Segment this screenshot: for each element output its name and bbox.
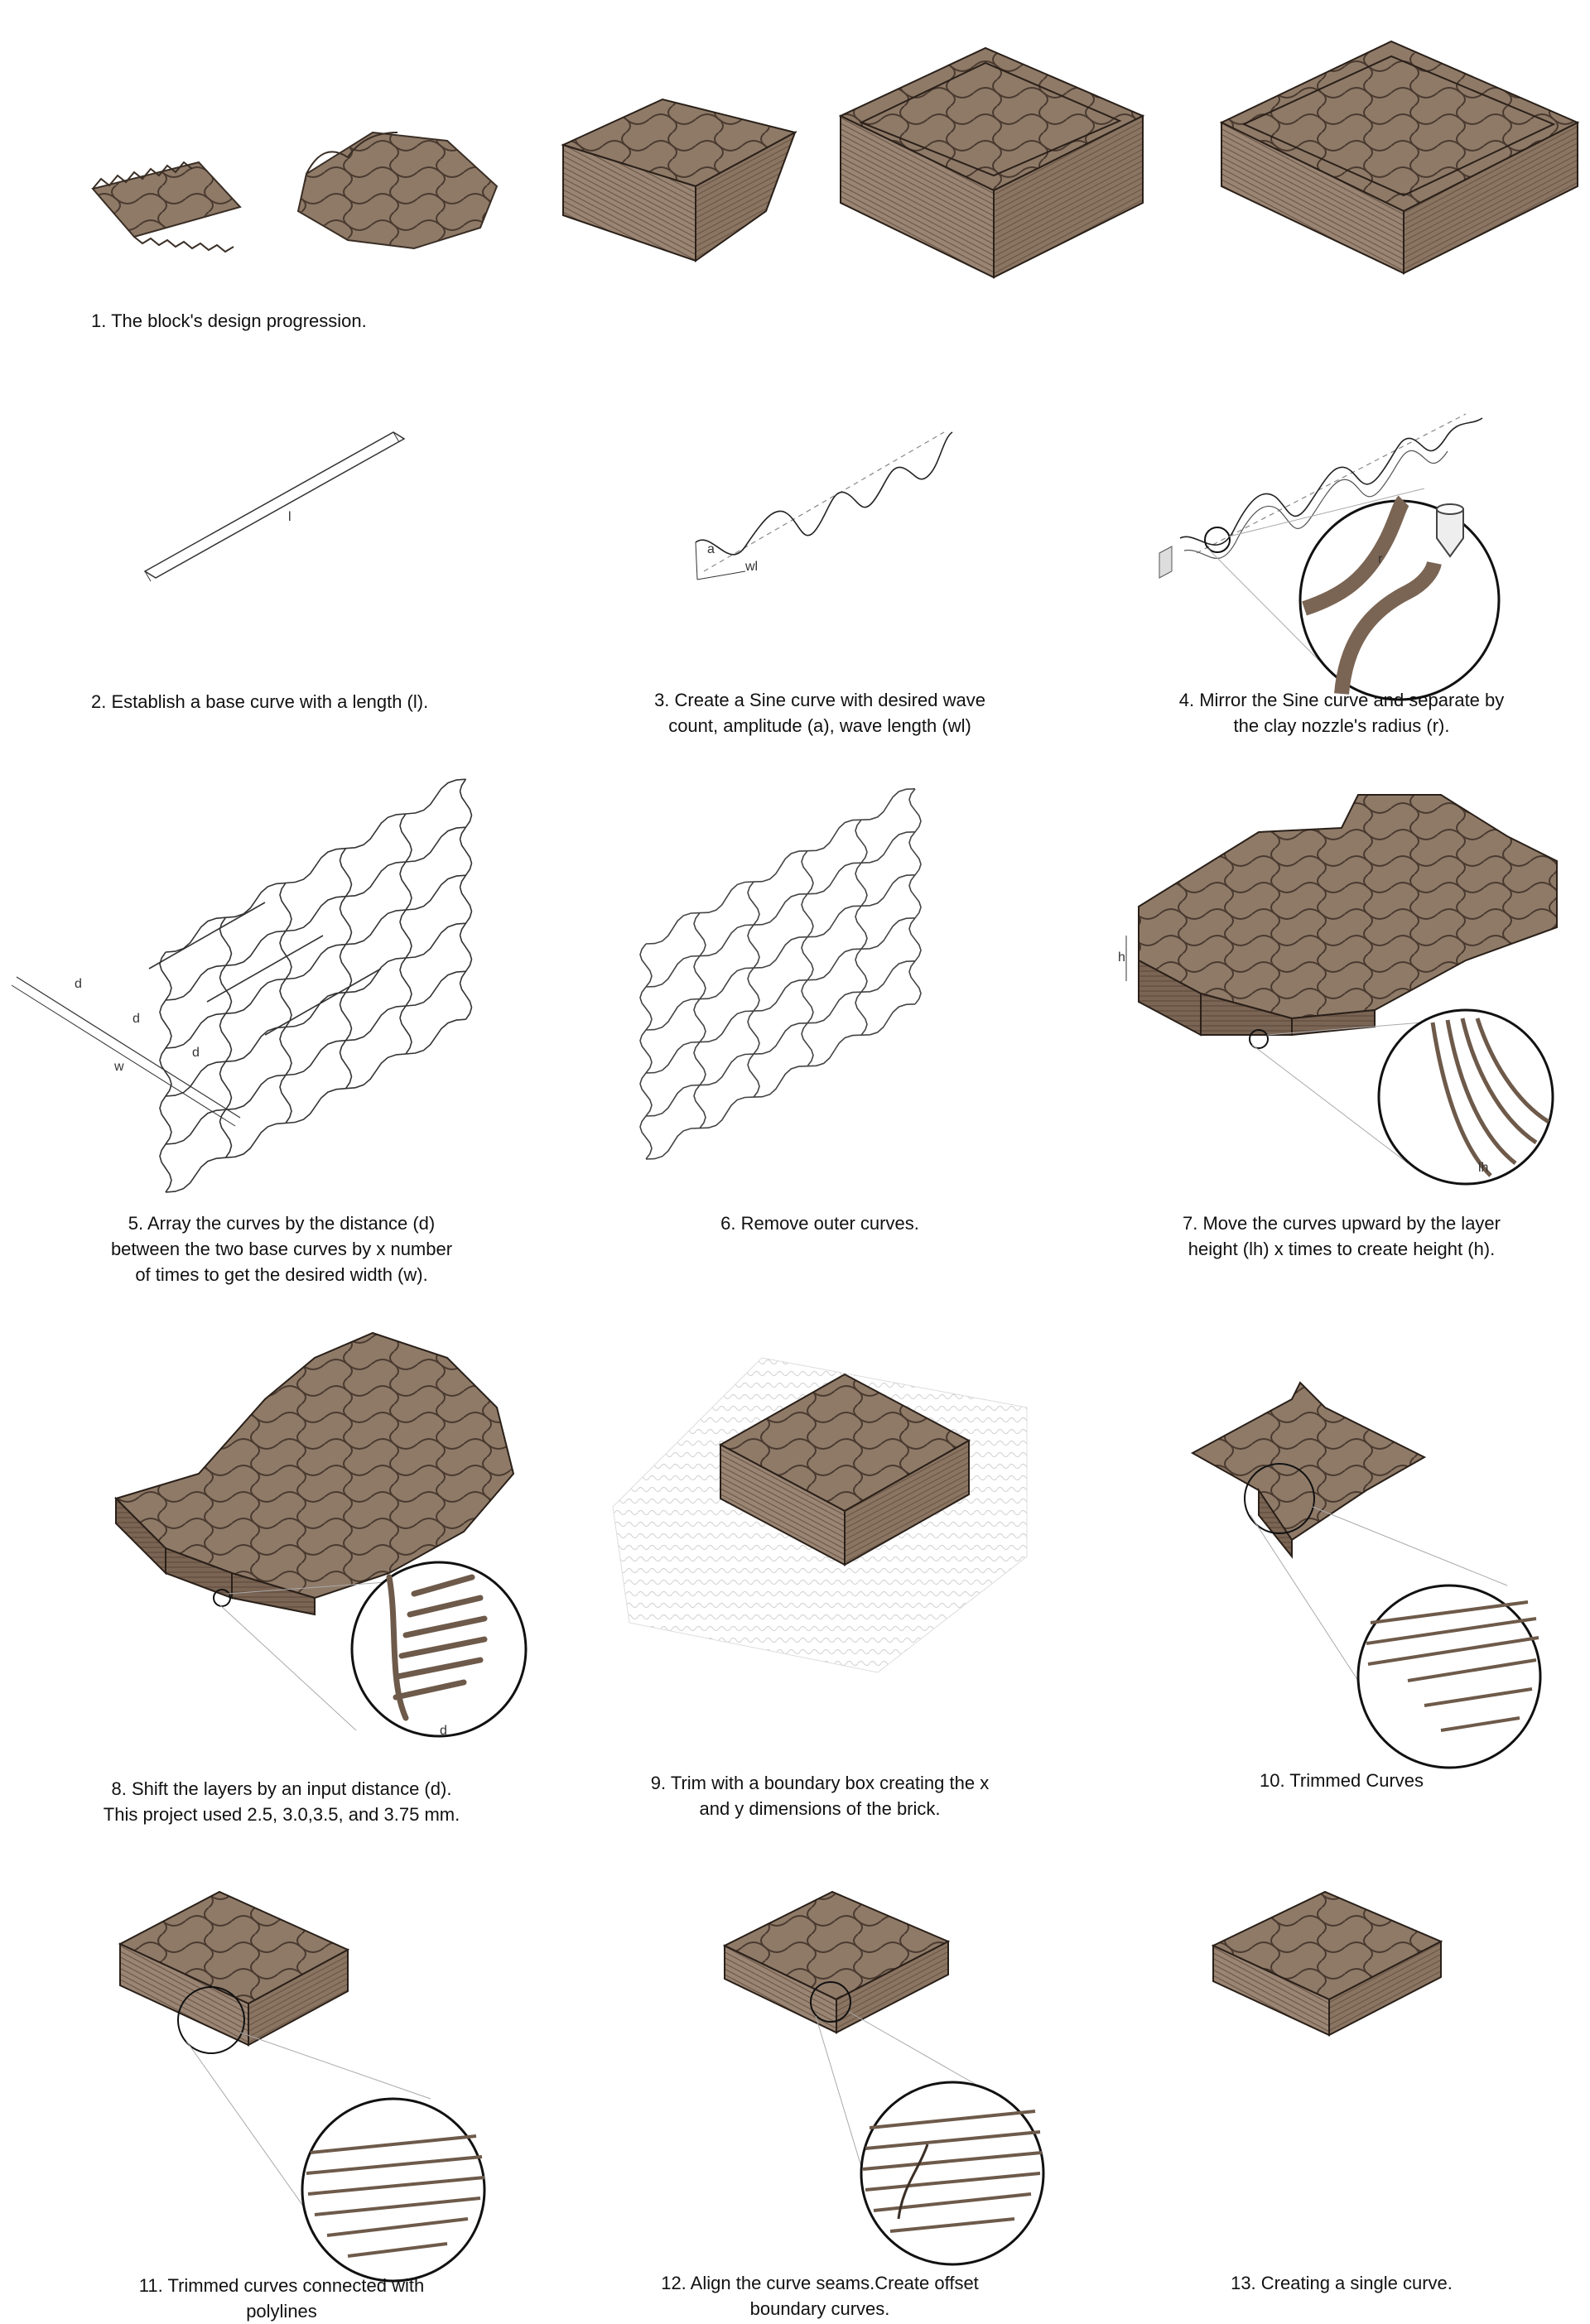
- boundary-box-trim: [613, 1358, 1027, 1672]
- distance-label-3: d: [192, 1046, 200, 1060]
- distance-label-2: d: [132, 1012, 140, 1026]
- length-label: l: [288, 510, 292, 524]
- sine-grid-array: [160, 779, 472, 1192]
- grid-curve-row: [646, 789, 915, 944]
- grid-curve-column: [748, 882, 759, 1097]
- grid-curve-row: [166, 1019, 466, 1192]
- progression-stage-1: [93, 162, 240, 252]
- progression-stage-2: [298, 132, 497, 248]
- caption-step-8: 8. Shift the layers by an input distance (d). This project used 2.5, 3.0,3.5, and 3.75 mm.: [103, 1778, 460, 1825]
- grid-curve-column: [855, 820, 867, 1035]
- grid-curve-row: [166, 971, 466, 1144]
- amplitude-label: a: [707, 542, 715, 556]
- sine-grid-trimmed: [640, 789, 921, 1159]
- grid-curve-column: [340, 849, 352, 1089]
- caption-step-1: 1. The block's design progression.: [91, 310, 367, 331]
- grid-curve-column: [802, 851, 813, 1066]
- distance-label-1: d: [75, 977, 82, 991]
- grid-curve-column: [694, 913, 706, 1128]
- array-curves-diagram: [12, 902, 381, 1126]
- caption-step-9: 9. Trim with a boundary box creating the x and y dimensions of the brick.: [650, 1773, 990, 1819]
- sine-curve-diagram: [696, 432, 952, 580]
- grid-curve-row: [646, 1004, 915, 1159]
- grid-curve-column: [640, 944, 652, 1159]
- extruded-curves-block: [1126, 795, 1557, 1184]
- shifted-layers-block: [116, 1333, 526, 1736]
- progression-stage-5: [1221, 41, 1578, 273]
- grid-curve-row: [646, 875, 915, 1030]
- trimmed-curves-block: [1192, 1383, 1540, 1768]
- progression-stage-4: [841, 48, 1143, 277]
- caption-step-6: 6. Remove outer curves.: [720, 1213, 919, 1234]
- aligned-seams-block: [725, 1892, 1043, 2264]
- radius-label: r: [1378, 552, 1383, 566]
- caption-step-12: 12. Align the curve seams.Create offset boundary curves.: [661, 2273, 979, 2319]
- height-label: h: [1118, 950, 1125, 965]
- grid-curve-row: [646, 832, 915, 987]
- layer-height-label: lh: [1478, 1161, 1489, 1175]
- progression-stage-3: [563, 99, 795, 261]
- grid-curve-column: [460, 779, 472, 1019]
- grid-curve-column: [909, 789, 921, 1004]
- single-curve-block: [1213, 1892, 1441, 2035]
- grid-curve-column: [400, 814, 412, 1054]
- caption-step-7: 7. Move the curves upward by the layer height (lh) x times to create height (h).: [1183, 1213, 1501, 1259]
- width-label: w: [114, 1060, 124, 1074]
- grid-curve-row: [166, 827, 466, 1000]
- grid-curve-row: [166, 779, 466, 952]
- caption-step-4: 4. Mirror the Sine curve and separate by the clay nozzle's radius (r).: [1178, 690, 1505, 736]
- caption-step-5: 5. Array the curves by the distance (d) between the two base curves by x number of times to get the desired width (w).: [110, 1213, 453, 1285]
- grid-curve-row: [166, 875, 466, 1048]
- grid-curve-row: [646, 961, 915, 1116]
- caption-step-2: 2. Establish a base curve with a length (l).: [91, 691, 429, 712]
- caption-step-11: 11. Trimmed curves connected with polylines: [138, 2275, 425, 2322]
- grid-curve-column: [220, 917, 232, 1157]
- grid-curve-column: [160, 952, 171, 1192]
- polyline-connected-block: [120, 1892, 484, 2281]
- mirror-sine-diagram: [1159, 414, 1499, 700]
- shift-distance-label: d: [440, 1724, 447, 1738]
- caption-step-3: 3. Create a Sine curve with desired wave count, amplitude (a), wave length (wl): [654, 690, 985, 736]
- grid-curve-row: [166, 923, 466, 1096]
- caption-step-10: 10. Trimmed Curves: [1259, 1770, 1424, 1791]
- grid-curve-row: [646, 918, 915, 1073]
- grid-curve-column: [280, 883, 292, 1123]
- caption-step-13: 13. Creating a single curve.: [1231, 2273, 1453, 2293]
- wavelength-label: wl: [745, 560, 759, 574]
- base-curve-diagram: [145, 432, 404, 581]
